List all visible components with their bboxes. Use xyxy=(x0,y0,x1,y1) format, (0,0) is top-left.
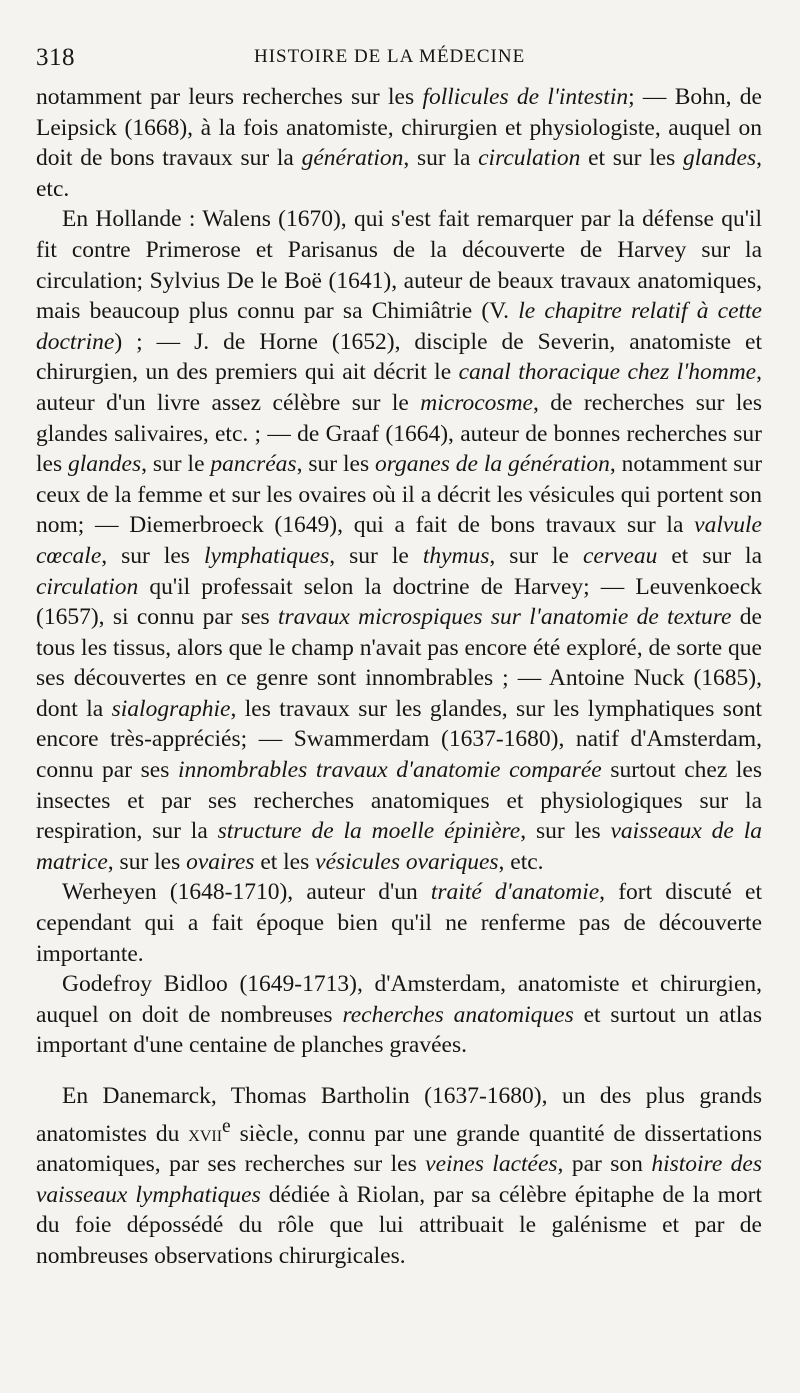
italic-term: innombrables travaux d'anatomie comparée xyxy=(177,757,602,784)
italic-term: thymus xyxy=(422,542,490,569)
text-run: et les xyxy=(254,848,316,875)
superscript: e xyxy=(222,1115,231,1137)
text-run: , sur le xyxy=(329,542,423,569)
text-run: et sur la xyxy=(657,542,762,569)
italic-term: sialographie xyxy=(111,695,231,722)
italic-term: traité d'anatomie xyxy=(430,879,600,906)
paragraph-werheyen xyxy=(36,877,762,969)
text-run: , sur les xyxy=(520,818,611,845)
text-run: xvii xyxy=(188,1120,223,1147)
text-run: Godefroy Bidloo (1649-1713), d'Amsterdam, anatomiste et chirurgien, auquel on doit de nombreuses xyxy=(36,971,762,1028)
italic-term: le chapitre relatif à cette doctrine xyxy=(36,298,762,355)
body-text xyxy=(36,82,762,1271)
italic-term: vésicules ovariques xyxy=(315,848,499,875)
running-title: HISTOIRE DE LA MÉDECINE xyxy=(254,46,526,67)
italic-term: cerveau xyxy=(582,542,658,569)
text-run: ; — Bohn, de Leipsick (1668), à la fois anatomiste, chirurgien et physiologiste, auquel on doit de bons travaux sur la xyxy=(36,84,762,172)
text-run: , les travaux sur les glandes, sur les lymphatiques sont encore très-appréciés; — Swammerdam (1637-1680), natif d'Amsterdam, connu par ses xyxy=(36,695,762,784)
italic-term: valvule cœcale xyxy=(36,512,762,569)
paragraph-continuation xyxy=(36,82,762,204)
italic-term: histoire des vaisseaux lymphatiques xyxy=(36,1151,763,1208)
text-run: , auteur d'un livre assez célèbre sur le xyxy=(36,359,762,416)
text-run: En Hollande : Walens (1670), qui s'est fait remarquer par la défense qu'il fit contre Primerose et Parisanus de la découverte de Harvey sur la circulation; Sylvius De le Boë (1641), auteur de beaux travaux anatomiques, mais beaucoup plus connu par sa Chimiâtrie (V. xyxy=(36,206,762,325)
paragraph-hollande xyxy=(36,204,762,877)
text-run: et surtout un atlas important d'une centaine de planches gravées. xyxy=(36,1001,762,1059)
italic-term: glandes xyxy=(68,451,142,478)
italic-term: ovaires xyxy=(186,848,255,875)
text-run: , sur le xyxy=(141,451,211,478)
page-header xyxy=(36,42,762,82)
text-run: , par son xyxy=(557,1151,652,1178)
italic-term: organes de la génération xyxy=(375,451,610,478)
italic-term: follicules de l'intestin xyxy=(422,84,629,110)
text-run: , sur les xyxy=(101,542,204,569)
page-number: 318 xyxy=(36,44,75,71)
text-run: , sur les xyxy=(296,451,376,478)
italic-term: recherches anatomiques xyxy=(342,1001,574,1028)
text-run: En Danemarck, Thomas Bartholin (1637-1680), un des plus grands anatomistes du xyxy=(36,1083,762,1147)
italic-term: lymphatiques xyxy=(203,542,330,569)
text-run: surtout chez les insectes et par ses recherches anatomiques et physiologiques sur la respiration, sur la xyxy=(36,757,762,845)
italic-term: glandes xyxy=(683,145,757,172)
text-run: , sur le xyxy=(489,542,583,569)
italic-term: canal thoracique chez l'homme xyxy=(458,359,757,386)
italic-term: génération xyxy=(301,145,404,172)
italic-term: pancréas xyxy=(210,451,297,478)
text-run: , etc. xyxy=(498,848,544,875)
text-run: , fort discuté et cependant qui a fait époque bien qu'il ne renferme pas de découverte importante. xyxy=(36,879,762,967)
text-run: , sur la xyxy=(403,145,479,172)
text-run: siècle, connu par une grande quantité de dissertations anatomiques, par ses recherches sur les xyxy=(36,1120,762,1178)
text-run: notamment par leurs recherches sur les xyxy=(36,84,423,110)
text-run: ) ; — J. de Horne (1652), disciple de Severin, anatomiste et chirurgien, un des premiers qui ait décrit le xyxy=(36,328,762,386)
paragraph-bidloo xyxy=(36,969,762,1061)
text-run: , etc. xyxy=(36,145,763,202)
text-run: dédiée à Riolan, par sa célèbre épitaphe de la mort du foie dépossédé du rôle que lui attribuait le galénisme et par de nombreuses observations chirurgicales. xyxy=(36,1181,762,1269)
paragraph-danemarck xyxy=(36,1081,762,1271)
text-run: , sur les xyxy=(107,848,187,875)
text-run: qu'il professait selon la doctrine de Harvey; — Leuvenkoeck (1657), si connu par ses xyxy=(36,573,762,631)
italic-term: circulation xyxy=(36,573,139,600)
text-run: , de recherches sur les glandes salivaires, etc. ; — de Graaf (1664), auteur de bonnes recherches sur les xyxy=(36,389,762,478)
italic-term: vaisseaux de la matrice xyxy=(36,818,762,875)
italic-term: travaux microspiques sur l'anatomie de texture xyxy=(278,604,732,631)
text-run: et sur les xyxy=(580,145,684,172)
italic-term: circulation xyxy=(478,145,581,172)
italic-term: veines lactées xyxy=(425,1151,558,1178)
text-run: de tous les tissus, alors que le champ n'avait pas encore été exploré, de sorte que ses découvertes en ce genre sont innombrables ; — Antoine Nuck (1685), dont la xyxy=(36,604,762,722)
italic-term: structure de la moelle épinière xyxy=(217,818,521,845)
italic-term: microcosme xyxy=(420,389,533,416)
text-run: , notamment sur ceux de la femme et sur les ovaires où il a décrit les vésicules qui portent son nom; — Diemerbroeck (1649), qui a fait de bons travaux sur la xyxy=(36,451,763,539)
text-run: Werheyen (1648-1710), auteur d'un xyxy=(62,879,431,906)
